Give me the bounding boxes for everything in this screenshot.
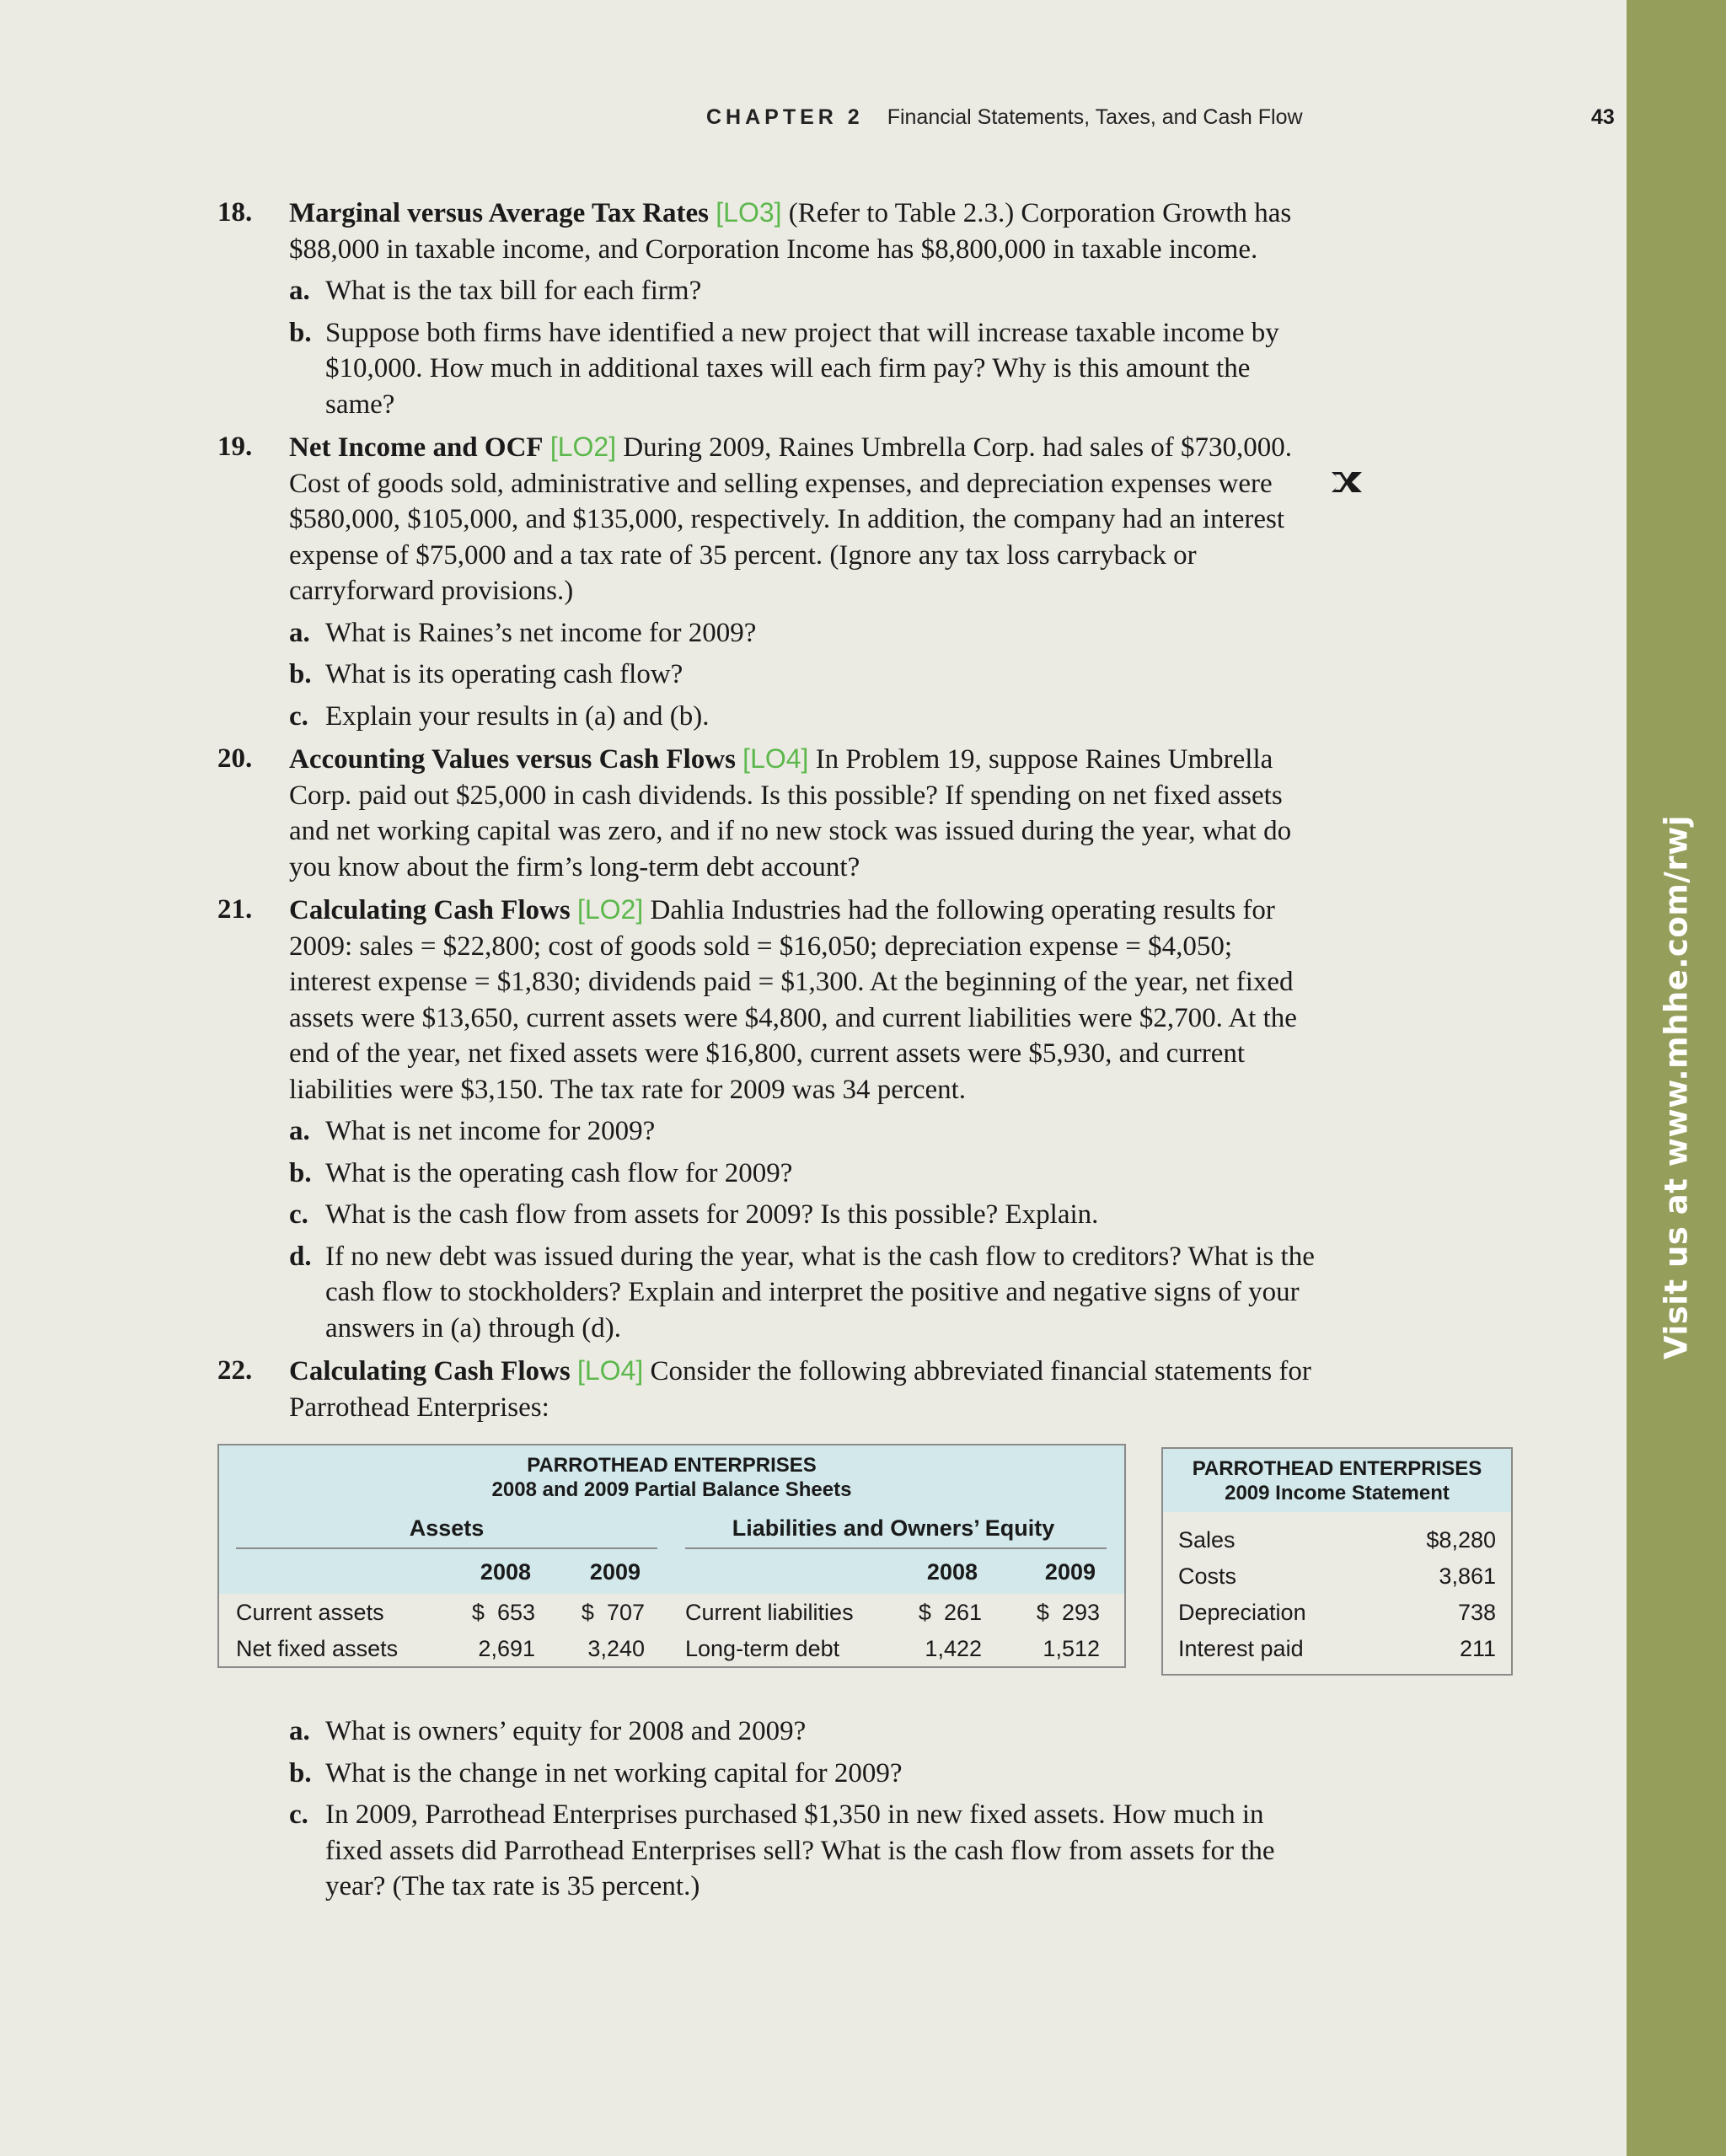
problem-list xyxy=(217,195,1496,1912)
income-statement-heading: PARROTHEAD ENTERPRISES 2009 Income Statement xyxy=(1163,1449,1511,1512)
cell-value: $8,280 xyxy=(1426,1527,1496,1553)
row-label: Interest paid xyxy=(1178,1636,1304,1661)
year-header: 2008 xyxy=(926,1559,978,1585)
cell-value: $ 293 xyxy=(1036,1600,1100,1625)
problem-18 xyxy=(217,195,1317,422)
problem-number: 19. xyxy=(217,432,253,462)
table-row xyxy=(219,1594,1124,1630)
table-row xyxy=(219,1630,1124,1666)
cell-value: 3,240 xyxy=(587,1636,645,1661)
learning-objective-tag: [LO4] xyxy=(742,743,809,774)
problem-text: Dahlia Industries had the following operating results for 2009: sales = $22,800; cost of goods sold = $16,050; depreciation expense = $4,050; interest expense = $1,830; dividends paid = $1,300. At the beginning of the year, net fixed assets were $13,650, current assets were $4,800, and current liabilities were $2,700. At the end of the year, net fixed assets were $16,800, current assets were $5,930, and current liabilities were $3,150. The tax rate for 2009 was 34 percent. xyxy=(289,895,1297,1105)
problem-21 xyxy=(217,892,1317,1346)
row-label: Sales xyxy=(1178,1527,1236,1553)
row-label: Current liabilities xyxy=(685,1600,854,1625)
problem-part: c. In 2009, Parrothead Enterprises purchased $1,350 in new fixed assets. How much in fixed assets did Parrothead Enterprises sell? What is the cash flow from assets for the year? (The tax rate is 35 percent.) xyxy=(289,1799,1275,1901)
problem-number: 22. xyxy=(217,1355,253,1386)
balance-sheet-heading: PARROTHEAD ENTERPRISES 2008 and 2009 Partial Balance Sheets xyxy=(219,1445,1124,1505)
year-header: 2009 xyxy=(1044,1559,1096,1585)
problem-text: In Problem 19, suppose Raines Umbrella Corp. paid out $25,000 in cash dividends. Is this possible? If spending on net fixed assets and net working capital was zero, and if no new stock was issued during the year, what do you know about the firm’s long-term debt account? xyxy=(289,744,1292,882)
financial-statements xyxy=(217,1444,1496,1697)
cell-value: $ 653 xyxy=(471,1600,535,1625)
cell-value: $ 707 xyxy=(581,1600,645,1625)
divider xyxy=(685,1547,1107,1549)
problem-part: a. What is the tax bill for each firm? xyxy=(289,276,702,306)
cell-value: 1,422 xyxy=(925,1636,982,1661)
cell-value: 3,861 xyxy=(1439,1563,1496,1589)
problem-text: During 2009, Raines Umbrella Corp. had sales of $730,000. Cost of goods sold, administrative and selling expenses, and depreciation expenses were $580,000, $105,000, and $135,000, respectively. In addition, the company had an interest expense of $75,000 and a tax rate of 35 percent. (Ignore any tax loss carryback or carryforward provisions.) xyxy=(289,432,1293,606)
learning-objective-tag: [LO3] xyxy=(716,197,782,228)
cell-value: 2,691 xyxy=(478,1636,535,1661)
chapter-title: Financial Statements, Taxes, and Cash Flow xyxy=(887,105,1303,129)
row-label: Long-term debt xyxy=(685,1636,840,1661)
problem-part: b. Suppose both firms have identified a new project that will increase taxable income by $10,000. How much in additional taxes will each firm pay? Why is this amount the same? xyxy=(289,317,1279,420)
problem-part: c. What is the cash flow from assets for 2009? Is this possible? Explain. xyxy=(289,1199,1099,1230)
problem-number: 20. xyxy=(217,743,253,774)
table-row xyxy=(1163,1595,1511,1631)
chapter-label: CHAPTER 2 xyxy=(706,105,864,129)
learning-objective-tag: [LO4] xyxy=(576,1355,644,1386)
year-header: 2008 xyxy=(480,1559,531,1585)
problem-part: c. Explain your results in (a) and (b). xyxy=(289,700,710,732)
problem-title: Accounting Values versus Cash Flows xyxy=(289,744,736,775)
learning-objective-tag: [LO2] xyxy=(576,894,644,925)
problem-number: 18. xyxy=(217,197,253,228)
problem-part: b. What is the operating cash flow for 2009? xyxy=(289,1157,793,1188)
table-row xyxy=(1163,1522,1511,1558)
problem-part: a. What is Raines’s net income for 2009? xyxy=(289,617,757,648)
liabilities-header: Liabilities and Owners’ Equity xyxy=(732,1515,1055,1541)
row-label: Net fixed assets xyxy=(236,1636,399,1661)
problem-part: a. What is owners’ equity for 2008 and 2009? xyxy=(289,1716,807,1746)
assets-header: Assets xyxy=(409,1515,485,1541)
problem-part: b. What is the change in net working capital for 2009? xyxy=(289,1757,903,1789)
problem-title: Calculating Cash Flows xyxy=(289,895,571,925)
table-row xyxy=(1163,1631,1511,1667)
problem-title: Marginal versus Average Tax Rates xyxy=(289,198,710,228)
row-label: Depreciation xyxy=(1178,1600,1306,1625)
page-number: 43 xyxy=(1591,105,1615,129)
problem-22 xyxy=(217,1353,1496,1905)
problem-part: d. If no new debt was issued during the year, what is the cash flow to creditors? What is the cash flow to stockholders? Explain and interpret the positive and negative signs of your answers in (a) through (d). xyxy=(289,1241,1315,1343)
problem-part: b. What is its operating cash flow? xyxy=(289,659,683,689)
balance-sheet-table xyxy=(217,1444,1126,1668)
running-header xyxy=(706,105,1303,130)
cell-value: 1,512 xyxy=(1043,1636,1100,1661)
divider xyxy=(236,1547,657,1549)
problem-19 xyxy=(217,429,1317,734)
problem-20 xyxy=(217,741,1317,885)
problem-title: Net Income and OCF xyxy=(289,432,544,463)
cell-value: 211 xyxy=(1459,1636,1496,1661)
problem-title: Calculating Cash Flows xyxy=(289,1356,571,1386)
excel-icon xyxy=(1330,469,1364,496)
problem-text: Consider the following abbreviated financial statements for Parrothead Enterprises: xyxy=(289,1356,1311,1423)
cell-value: 738 xyxy=(1457,1600,1496,1625)
learning-objective-tag: [LO2] xyxy=(549,432,617,462)
problem-number: 21. xyxy=(217,894,253,925)
year-header: 2009 xyxy=(589,1559,641,1585)
row-label: Costs xyxy=(1178,1563,1237,1589)
balance-sheet-column-headers xyxy=(219,1505,1124,1594)
row-label: Current assets xyxy=(236,1600,384,1625)
website-link-vertical[interactable]: Visit us at www.mhhe.com/rwj xyxy=(1658,815,1695,1360)
problem-part: a. What is net income for 2009? xyxy=(289,1116,656,1146)
cell-value: $ 261 xyxy=(918,1600,982,1625)
table-row xyxy=(1163,1558,1511,1595)
problem-text: (Refer to Table 2.3.) Corporation Growth has $88,000 in taxable income, and Corporation Income has $8,800,000 in taxable income. xyxy=(289,198,1292,265)
income-statement-table xyxy=(1161,1447,1513,1676)
